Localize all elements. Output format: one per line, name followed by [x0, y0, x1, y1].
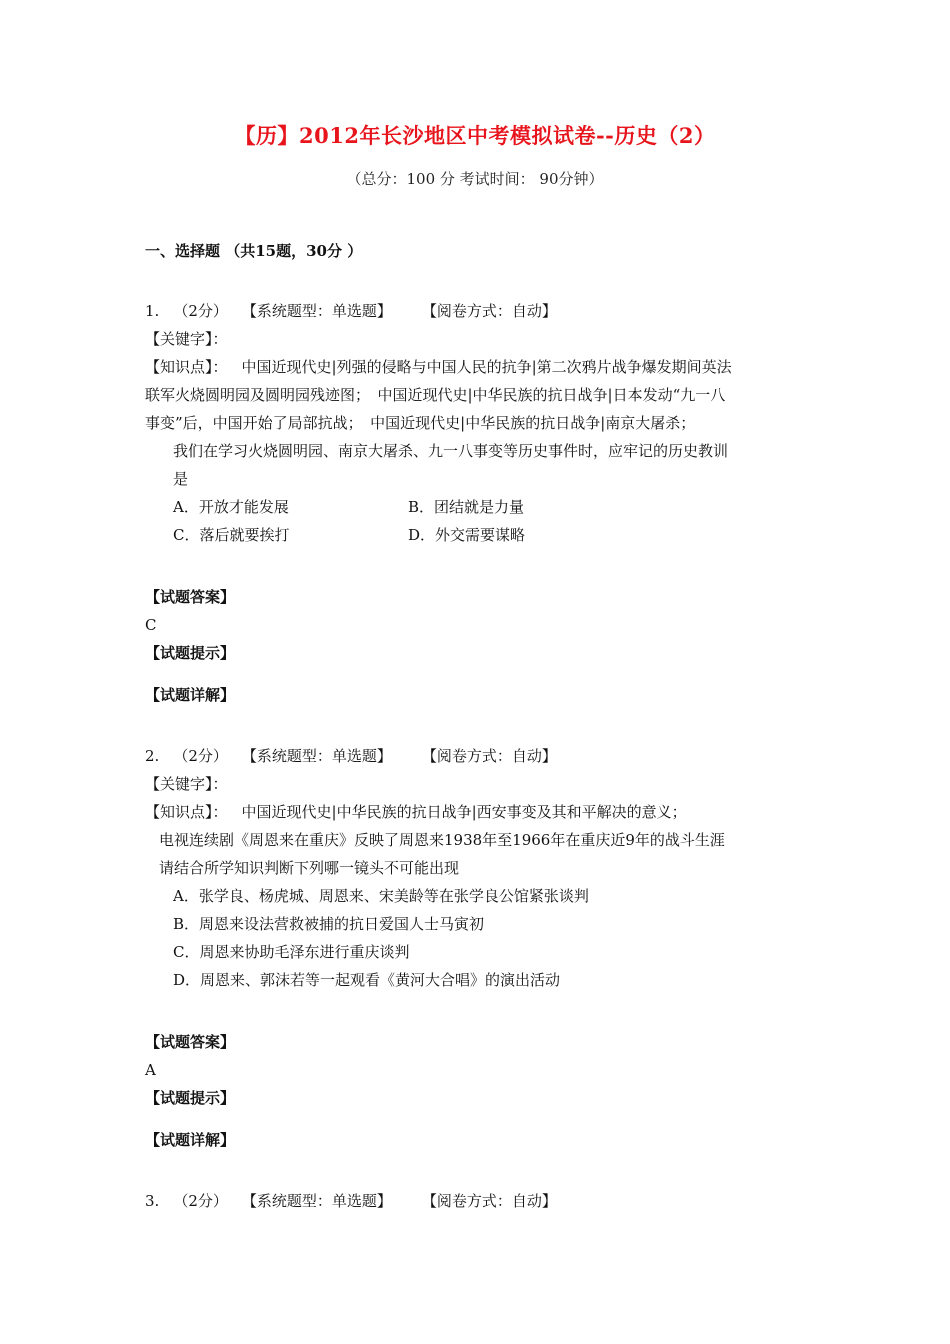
- option-b: B．周恩来设法营救被捕的抗日爱国人士马寅初: [173, 915, 485, 933]
- option-d: D．外交需要谋略: [408, 526, 526, 544]
- knowledge-line-1: [145, 353, 825, 381]
- question-type: 【系统题型：单选题】: [241, 302, 392, 320]
- knowledge-line-3: 事变”后，中国开始了局部抗战； 中国近现代史|中华民族的抗日战争|南京大屠杀；: [145, 414, 696, 432]
- detail-label: 【试题详解】: [145, 1131, 236, 1149]
- options-row-2: [145, 521, 825, 549]
- grading-method: 【阅卷方式：自动】: [421, 747, 557, 765]
- knowledge-label: 【知识点】：: [145, 358, 228, 376]
- knowledge-line-2: 联军火烧圆明园及圆明园残迹图； 中国近现代史|中华民族的抗日战争|日本发动“九一八: [145, 386, 726, 404]
- question-stem: 我们在学习火烧圆明园、南京大屠杀、九一八事变等历史事件时，应牢记的历史教训: [173, 442, 729, 460]
- knowledge-line-1: [145, 798, 825, 826]
- question-type: 【系统题型：单选题】: [241, 747, 392, 765]
- question-1: [145, 297, 825, 709]
- option-a: A．开放才能发展: [173, 498, 289, 516]
- grading-method: 【阅卷方式：自动】: [421, 302, 557, 320]
- grading-method: 【阅卷方式：自动】: [421, 1192, 557, 1210]
- question-stem-cont: 是: [173, 470, 189, 488]
- hint-label: 【试题提示】: [145, 1089, 236, 1107]
- question-header: [145, 297, 825, 325]
- knowledge-label: 【知识点】：: [145, 803, 228, 821]
- question-number: 2.: [145, 747, 160, 765]
- keyword-label: 【关键字】：: [145, 775, 228, 793]
- question-3: [145, 1187, 825, 1215]
- hint-label: 【试题提示】: [145, 644, 236, 662]
- question-number: 3.: [145, 1192, 160, 1210]
- keyword-label: 【关键字】：: [145, 330, 228, 348]
- option-c: C．周恩来协助毛泽东进行重庆谈判: [173, 943, 410, 961]
- answer-label: 【试题答案】: [145, 588, 236, 606]
- question-2: [145, 742, 825, 1154]
- detail-label: 【试题详解】: [145, 686, 236, 704]
- option-b: B．团结就是力量: [408, 498, 525, 516]
- option-a: A．张学良、杨虎城、周恩来、宋美龄等在张学良公馆紧张谈判: [173, 887, 589, 905]
- question-stem: 电视连续剧《周恩来在重庆》反映了周恩来1938年至1966年在重庆近9年的战斗生涯: [159, 831, 725, 849]
- answer-label: 【试题答案】: [145, 1033, 236, 1051]
- option-c: C．落后就要挨打: [173, 526, 290, 544]
- question-score: （2分）: [173, 1192, 228, 1210]
- question-number: 1.: [145, 302, 160, 320]
- question-stem-cont: 请结合所学知识判断下列哪一镜头不可能出现: [159, 859, 460, 877]
- answer-value: A: [145, 1061, 156, 1079]
- question-score: （2分）: [173, 302, 228, 320]
- question-header: [145, 742, 825, 770]
- options-row-1: [145, 493, 825, 521]
- exam-info: （总分：100 分 考试时间： 90分钟）: [346, 170, 604, 188]
- knowledge-text: 中国近现代史|列强的侵略与中国人民的抗争|第二次鸦片战争爆发期间英法: [241, 358, 732, 376]
- question-score: （2分）: [173, 747, 228, 765]
- answer-value: C: [145, 616, 157, 634]
- page-title: 【历】2012年长沙地区中考模拟试卷--历史（2）: [234, 123, 716, 148]
- question-type: 【系统题型：单选题】: [241, 1192, 392, 1210]
- option-d: D．周恩来、郭沫若等一起观看《黄河大合唱》的演出活动: [173, 971, 561, 989]
- knowledge-text: 中国近现代史|中华民族的抗日战争|西安事变及其和平解决的意义；: [241, 803, 687, 821]
- section-title: 一、选择题 （共15题，30分 ）: [145, 242, 363, 260]
- question-header: [145, 1187, 825, 1215]
